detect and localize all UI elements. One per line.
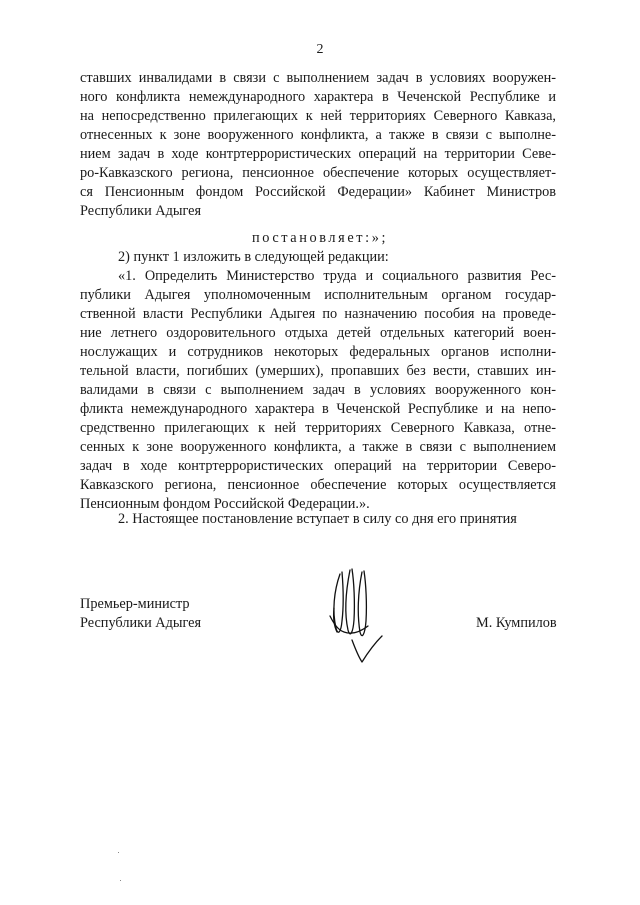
decree-heading: постановляет:»;: [251, 230, 389, 246]
preamble-line: Республики Адыгея: [80, 203, 202, 219]
signatory-name: М. Кумпилов: [476, 615, 557, 631]
quote-line: ственной власти Республики Адыгея по назначению пособия на проведе-: [80, 306, 556, 322]
preamble-line: ставших инвалидами в связи с выполнением задач в условиях вооружен-: [80, 70, 556, 86]
preamble-line: отнесенных к зоне вооруженного конфликта, а также в связи с выполне-: [80, 127, 556, 143]
quote-line: публики Адыгея уполномоченным исполнительным органом государ-: [80, 287, 556, 303]
preamble-line: нием задач в ходе контртеррористических операций на территории Севе-: [80, 146, 556, 162]
quote-line: тельной власти, погибших (умерших), пропавших без вести, ставших ин-: [80, 363, 556, 379]
handwritten-signature: [322, 566, 390, 666]
scan-speck: [120, 880, 121, 881]
quote-line: нослужащих и сотрудников некоторых федеральных органов исполни-: [80, 344, 556, 360]
final-clause: 2. Настоящее постановление вступает в силу со дня его принятия: [118, 511, 517, 527]
quote-line: Пенсионным фондом Российской Федерации.».: [80, 496, 370, 512]
preamble-line: на непосредственно прилегающих к ней территориях Северного Кавказа,: [80, 108, 556, 124]
quote-line: валидами в связи с выполнением задач в условиях вооруженного кон-: [80, 382, 556, 398]
quote-line: фликта немеждународного характера в Чеченской Республике и на непо-: [80, 401, 556, 417]
quote-line: «1. Определить Министерство труда и социального развития Рес-: [118, 268, 556, 284]
quote-line: ние летнего оздоровительного отдыха детей отдельных категорий воен-: [80, 325, 556, 341]
quote-line: Кавказского региона, пенсионное обеспечение которых осуществляется: [80, 477, 556, 493]
preamble-line: ся Пенсионным фондом Российской Федерации» Кабинет Министров: [80, 184, 556, 200]
preamble-line: ро-Кавказского региона, пенсионное обеспечение которых осуществляет-: [80, 165, 556, 181]
item-intro: 2) пункт 1 изложить в следующей редакции:: [118, 249, 389, 265]
quote-line: сенных к зоне вооруженного конфликта, а также в связи с выполнением: [80, 439, 556, 455]
scan-speck: [118, 852, 119, 853]
quote-line: средственно прилегающих к ней территориях Северного Кавказа, отне-: [80, 420, 556, 436]
signatory-title: Премьер-министр: [80, 596, 190, 612]
quote-line: задач в ходе контртеррористических операций на территории Северо-: [80, 458, 556, 474]
signatory-region: Республики Адыгея: [80, 615, 202, 631]
page-number: 2: [316, 42, 324, 57]
preamble-line: ного конфликта немеждународного характера в Чеченской Республике и: [80, 89, 556, 105]
